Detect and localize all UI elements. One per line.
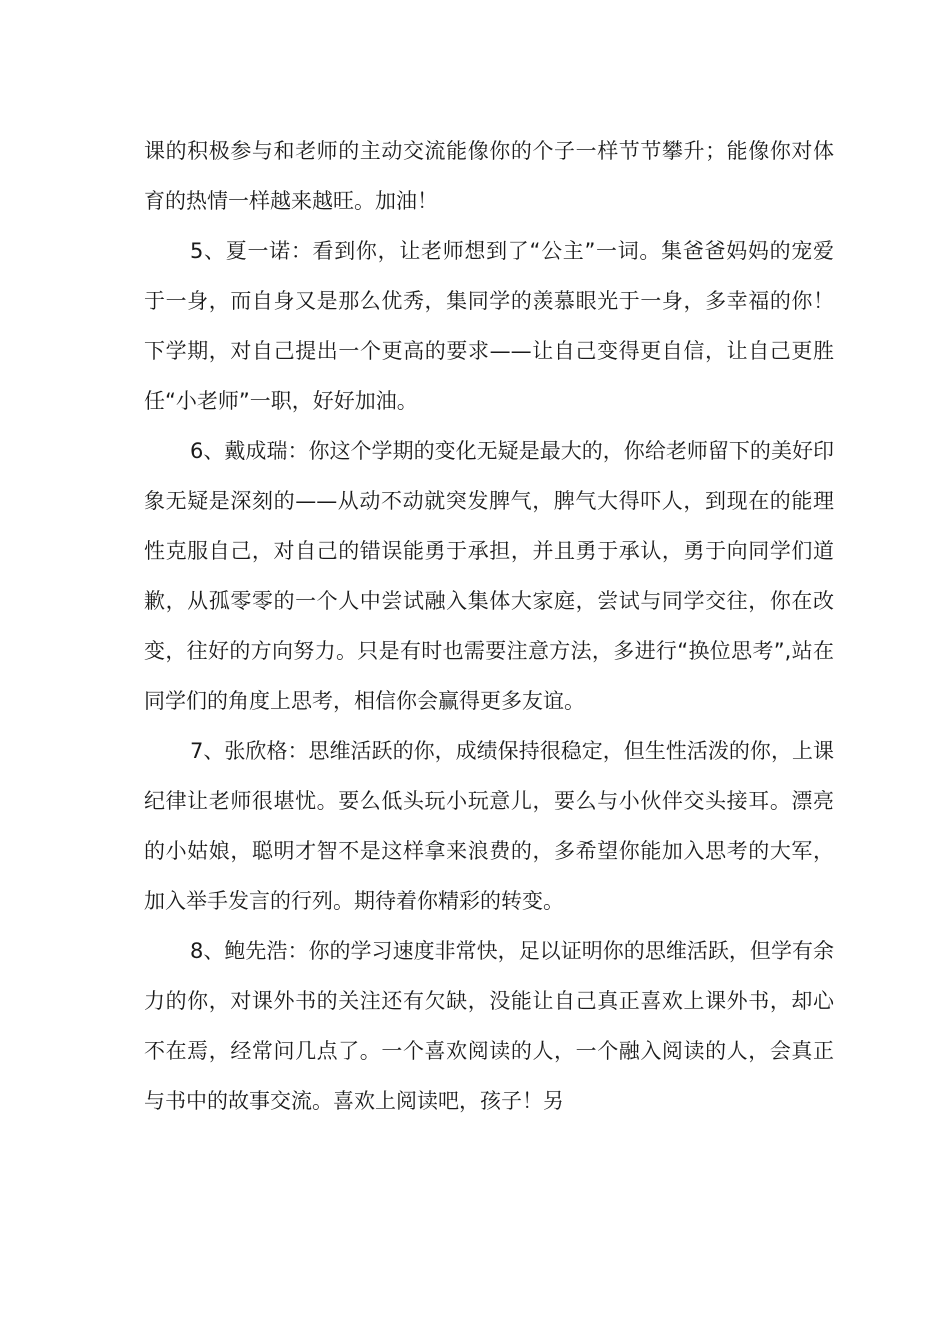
- document-body: [144, 126, 834, 1126]
- paragraph-comment-5: 5、夏一诺：看到你，让老师想到了“公主”一词。集爸爸妈妈的宠爱于一身，而自身又是那么优秀，集同学的羡慕眼光于一身，多幸福的你！下学期，对自己提出一个更高的要求——让自己变得更自信，让自己更胜任“小老师”一职，好好加油。: [144, 239, 834, 413]
- paragraph-comment-6: 6、戴成瑞：你这个学期的变化无疑是最大的，你给老师留下的美好印象无疑是深刻的——从动不动就突发脾气，脾气大得吓人，到现在的能理性克服自己，对自己的错误能勇于承担，并且勇于承认，勇于向同学们道歉，从孤零零的一个人中尝试融入集体大家庭，尝试与同学交往，你在改变，往好的方向努力。只是有时也需要注意方法，多进行“换位思考”,站在同学们的角度上思考，相信你会赢得更多友谊。: [144, 439, 834, 713]
- paragraph-continuation: 课的积极参与和老师的主动交流能像你的个子一样节节攀升；能像你对体育的热情一样越来越旺。加油！: [144, 139, 834, 213]
- paragraph-comment-7: 7、张欣格：思维活跃的你，成绩保持很稳定，但生性活泼的你，上课纪律让老师很堪忧。要么低头玩小玩意儿，要么与小伙伴交头接耳。漂亮的小姑娘，聪明才智不是这样拿来浪费的，多希望你能加入思考的大军，加入举手发言的行列。期待着你精彩的转变。: [144, 739, 834, 913]
- paragraph-comment-8: 8、鲍先浩：你的学习速度非常快，足以证明你的思维活跃，但学有余力的你，对课外书的关注还有欠缺，没能让自己真正喜欢上课外书，却心不在焉，经常问几点了。一个喜欢阅读的人，一个融入阅读的人，会真正与书中的故事交流。喜欢上阅读吧，孩子！另: [144, 939, 834, 1113]
